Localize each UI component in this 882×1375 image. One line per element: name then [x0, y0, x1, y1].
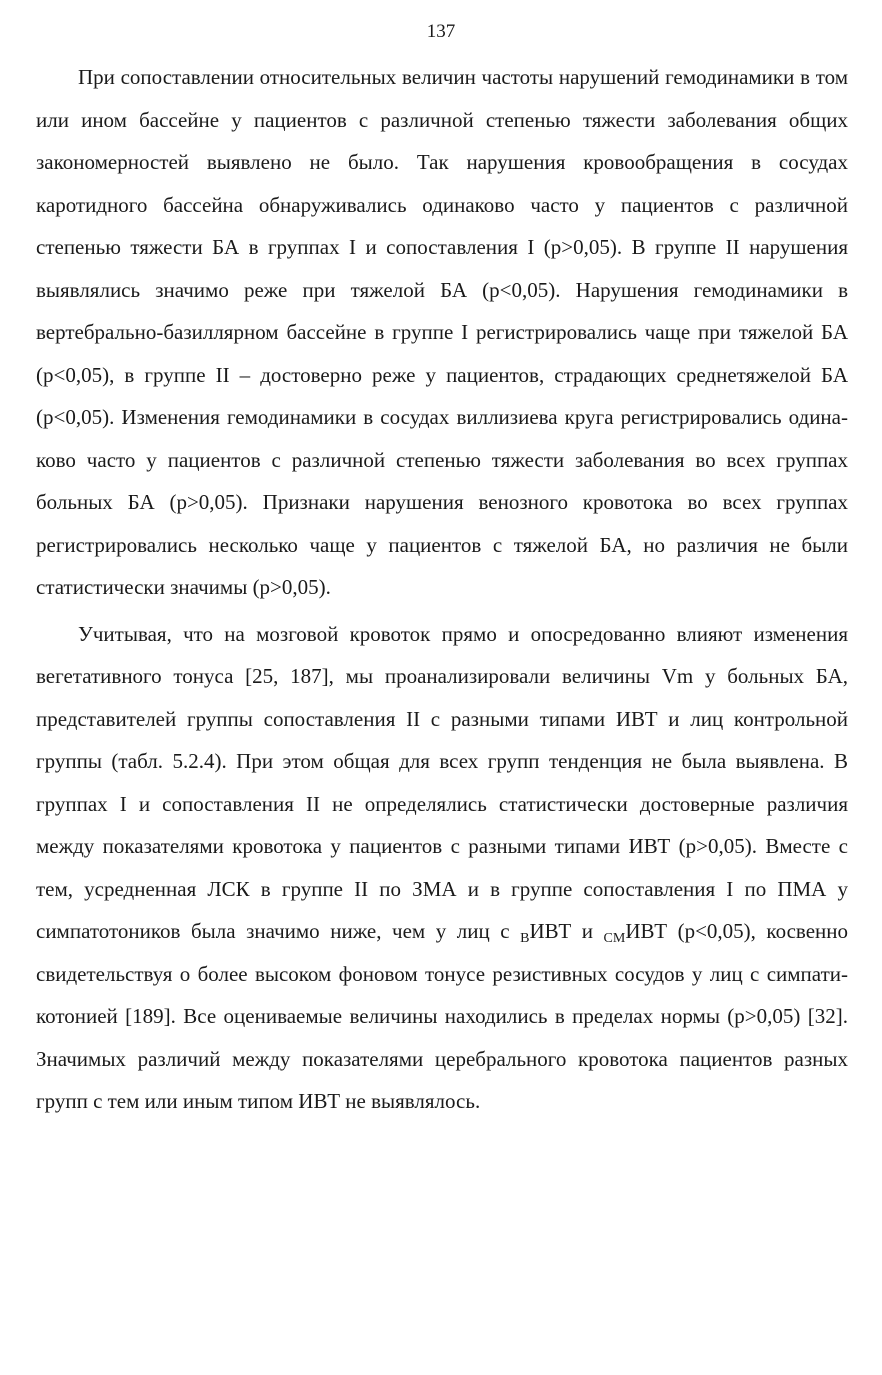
paragraph-2	[36, 613, 848, 1123]
page-number: 137	[426, 21, 456, 42]
body-text	[36, 56, 848, 1123]
subscript-sm: СМ	[603, 931, 626, 946]
paragraph-2-part-2: ИВТ и	[529, 919, 604, 943]
subscript-v: В	[520, 931, 530, 946]
paragraph-2-part-3: ИВТ (p<0,05), косвенно свидетельствуя о более высоком фоновом тонусе резистивных сосудов у лиц с симпатикотонией [189]. Все оцениваемые величины находились в пределах нормы (p>0,05) [32]. Значимых различий между показателями церебрального кровотока пациентов разных групп с тем или иным типом ИВТ не выявлялось.	[36, 919, 849, 1113]
paragraph-2-part-1: Учитывая, что на мозговой кровоток прямо и опосредованно влияют изменения вегетативного тонуса [25, 187], мы проанализировали величины Vm у больных БА, представителей группы сопоставления II с разными типами ИВТ и лиц контрольной группы (табл. 5.2.4). При этом общая для всех групп тенденция не была выявлена. В группах I и сопоставления II не определялись статистически достоверные различия между показателями кровотока у пациентов с разными типами ИВТ (p>0,05). Вместе с тем, усредненная ЛСК в группе II по ЗМА и в группе сопоставления I по ПМА у симпатотоников была значимо ниже, чем у лиц с	[36, 621, 848, 943]
paragraph-1: При сопоставлении относительных величин частоты нарушений гемодинамики в том или ином бассейне у пациентов с различной степенью тяжести заболевания общих закономерностей выявлено не было. Так нарушения кровообращения в сосудах каротидного бассейна обнаруживались одинаково часто у пациентов с различной степенью тяжести БА в группах I и сопоставления I (p>0,05). В группе II нарушения выявлялись значимо реже при тяжелой БА (p<0,05). Нарушения гемодинамики в вертебрально-базиллярном бассейне в группе I регистрировались чаще при тяжелой БА (p<0,05), в группе II – достоверно реже у пациентов, страдающих среднетяжелой БА (p<0,05). Изменения гемодинамики в сосудах виллизиева круга регистрировались одинаково часто у пациентов с различной степенью тяжести заболевания во всех группах больных БА (p>0,05). Признаки нарушения венозного кровотока во всех группах регистрировались несколько чаще у пациентов с тяжелой БА, но различия не были статистически значимы (p>0,05).	[36, 65, 848, 599]
